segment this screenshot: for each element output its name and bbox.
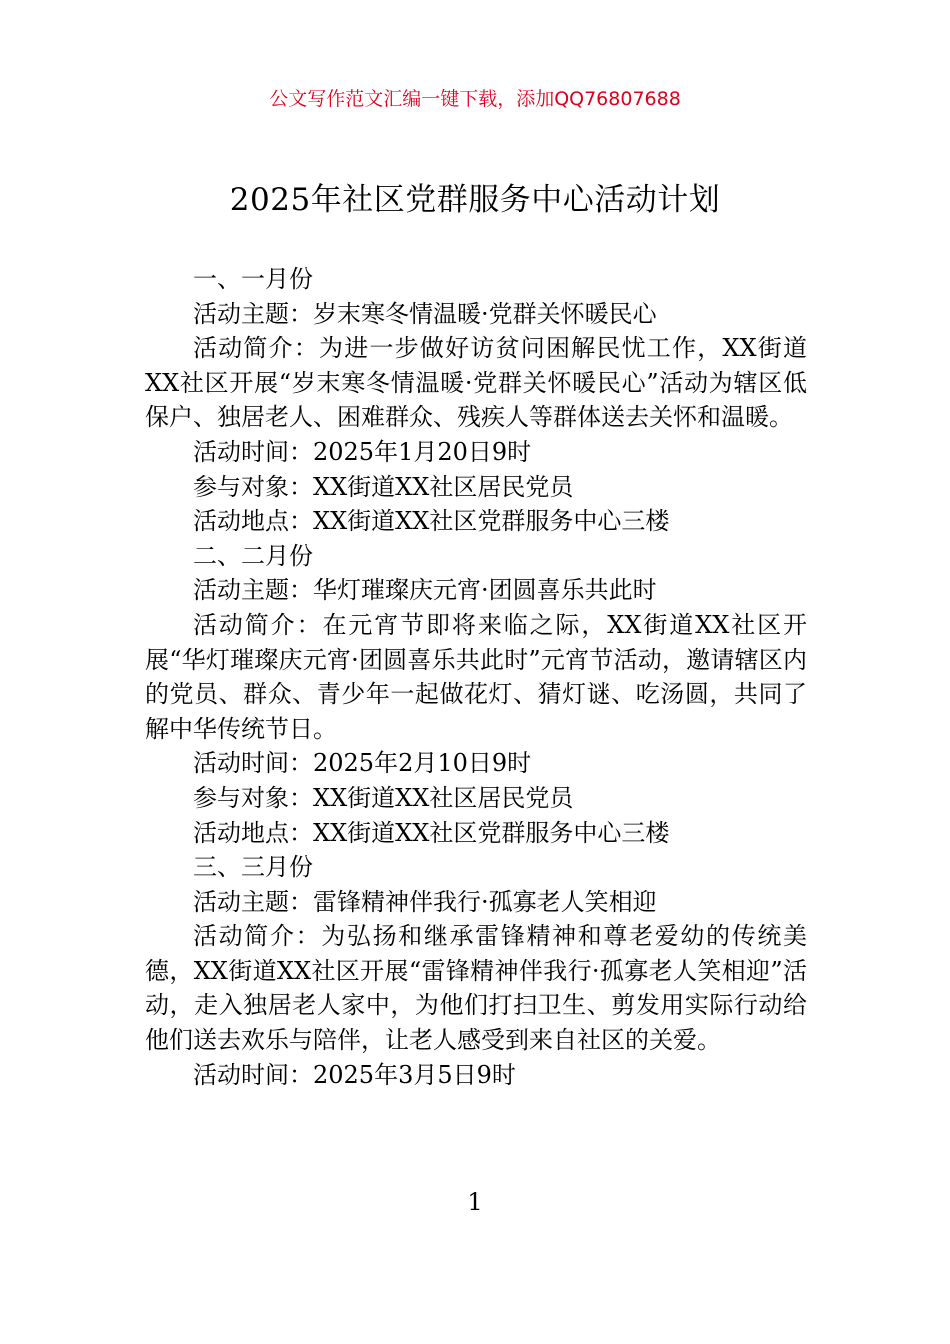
activity-intro: 活动简介：为进一步做好访贫问困解民忧工作，XX街道XX社区开展“岁末寒冬情温暖·党群关怀暖民心”活动为辖区低保户、独居老人、困难群众、残疾人等群体送去关怀和温暖。 xyxy=(145,334,807,432)
download-notice: 公文写作范文汇编一键下载，添加QQ76807688 xyxy=(269,88,681,110)
document-title: 2025年社区党群服务中心活动计划 xyxy=(229,182,721,218)
section-heading-march: 三、三月份 xyxy=(193,853,313,882)
activity-time: 活动时间：2025年1月20日9时 xyxy=(193,437,532,466)
activity-theme: 活动主题：岁末寒冬情温暖·党群关怀暖民心 xyxy=(193,299,657,328)
section-heading-january: 一、一月份 xyxy=(193,265,313,293)
activity-theme: 活动主题：雷锋精神伴我行·孤寡老人笑相迎 xyxy=(193,887,657,916)
activity-theme: 活动主题：华灯璀璨庆元宵·团圆喜乐共此时 xyxy=(193,576,657,605)
document-body xyxy=(145,262,807,1092)
activity-time: 活动时间：2025年2月10日9时 xyxy=(193,749,532,778)
page-number: 1 xyxy=(467,1188,483,1216)
section-heading-february: 二、二月份 xyxy=(193,541,313,570)
activity-location: 活动地点：XX街道XX社区党群服务中心三楼 xyxy=(193,507,670,536)
activity-intro: 活动简介：在元宵节即将来临之际，XX街道XX社区开展“华灯璀璨庆元宵·团圆喜乐共此时”元宵节活动，邀请辖区内的党员、群众、青少年一起做花灯、猜灯谜、吃汤圆，共同了解中华传统节日。 xyxy=(145,610,807,743)
activity-participants: 参与对象：XX街道XX社区居民党员 xyxy=(193,472,574,501)
activity-location: 活动地点：XX街道XX社区党群服务中心三楼 xyxy=(193,818,670,847)
activity-intro: 活动简介：为弘扬和继承雷锋精神和尊老爱幼的传统美德，XX街道XX社区开展“雷锋精神伴我行·孤寡老人笑相迎”活动，走入独居老人家中，为他们打扫卫生、剪发用实际行动给他们送去欢乐与陪伴，让老人感受到来自社区的关爱。 xyxy=(145,922,807,1055)
activity-participants: 参与对象：XX街道XX社区居民党员 xyxy=(193,783,574,812)
activity-time: 活动时间：2025年3月5日9时 xyxy=(193,1060,516,1089)
